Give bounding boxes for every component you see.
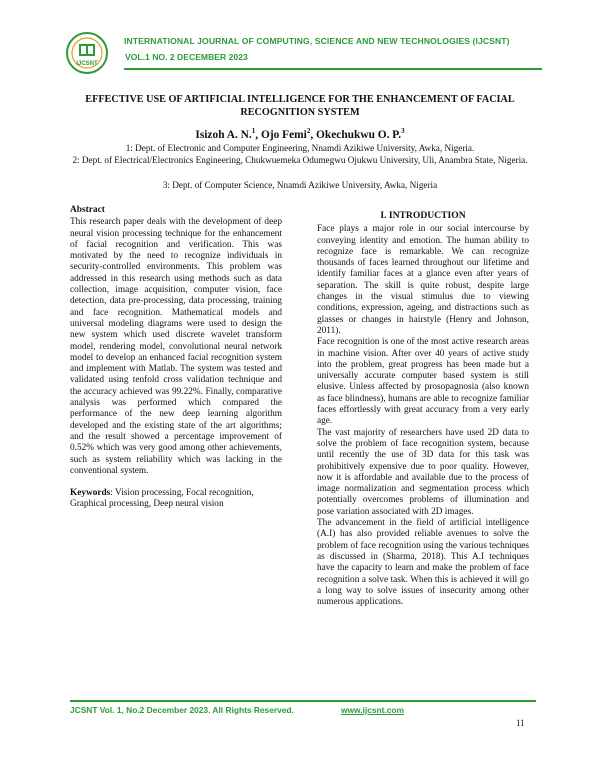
author-name: Isizoh A. N. bbox=[195, 128, 252, 141]
intro-paragraph: Face plays a major role in our social intercourse by conveying identity and emotion. The human ability to recognize face is remarkable. We can recognize thousands of faces learned throughout our lifetime and identify familiar faces at a glance even after years of separation. The skill is quite robust, despite large changes in the visual stimulus due to viewing conditions, expression, ageing, and distractions such as glasses or changes in hairstyle (Henry and Johnson, 2011). bbox=[317, 224, 529, 336]
abstract-heading: Abstract bbox=[70, 205, 105, 215]
header-divider bbox=[124, 68, 542, 70]
keywords-label: Keywords bbox=[70, 488, 111, 499]
author-list: Isizoh A. N.$^1$, Ojo Femi$^2$, Okechukwu O. P.$^3$ bbox=[195, 127, 405, 141]
abstract-section bbox=[70, 205, 282, 511]
volume-issue: VOL.1 NO. 2 DECEMBER 2023 bbox=[125, 52, 248, 62]
keywords-text: : Vision processing, Focal recognition, Graphical processing, Deep neural vision bbox=[70, 488, 254, 510]
footer-website-link[interactable]: www.ijcsnt.com bbox=[341, 705, 404, 715]
journal-name: INTERNATIONAL JOURNAL OF COMPUTING, SCIENCE AND NEW TECHNOLOGIES (IJCSNT) bbox=[124, 36, 510, 46]
footer-divider bbox=[70, 700, 536, 702]
journal-header bbox=[55, 28, 545, 78]
journal-logo-icon bbox=[65, 31, 109, 75]
affiliation-3: 3: Dept. of Computer Science, Nnamdi Azikiwe University, Awka, Nigeria bbox=[162, 180, 438, 190]
abstract-text: This research paper deals with the development of deep neural vision processing technique for the enhancement of facial recognition and verification. This was motivated by the need to recognize individuals in security-controlled environments. This problem was addressed in this research using methods such as data collection, image acquisition, computer vision, face detection, data pre-processing, data processing, training and face recognition. Mathematical models and universal modeling diagrams were used to design the new system which used discrete wavelet transform model, rendering model, convolutional neural network model to develop an enhanced facial recognition system and implement with Matlab. The system was tested and validated using tenfold cross validation technique and the accuracy achieved was 99.22%. Finally, comparative analysis was performed which compared the performance of the new deep learning algorithm developed and the existing state of the art algorithms; and the result showed a percentage improvement of 0.52% which was very good among other achievements, such as system reliability which was lacking in the conventional system. bbox=[70, 217, 282, 476]
intro-paragraph: The vast majority of researchers have used 2D data to solve the problem of face recognition system, because until recently the use of 3D data for this task was prohibitively expensive due to poor quality. However, now it is affordable and available due to the process of image normalization and segmentation process which potentially overcomes problems of illumination and pose variation associated with 2D images. bbox=[317, 427, 529, 517]
author-name: Ojo Femi bbox=[260, 128, 307, 141]
author-affil-mark: 2 bbox=[306, 127, 311, 135]
intro-paragraph: The advancement in the field of artificial intelligence (A.I) has also provided reliable avenues to solve the problem of face recognition using the various techniques as discussed in (Sharma, 2018). This A.I techniques have the capacity to learn and make the problem of face recognition a solve task. When this is achieved it will go a long way to solve issues of insecurity among other numerous applications. bbox=[317, 518, 529, 608]
affiliation-2: 2: Dept. of Electrical/Electronics Engineering, Chukwuemeka Odumegwu Ojukwu University, Uli, Anambra State, Nigeria. bbox=[72, 155, 528, 165]
logo-text: IJCSNT bbox=[76, 61, 98, 67]
author-name: Okechukwu O. P. bbox=[316, 128, 402, 141]
author-affil-mark: 3 bbox=[401, 127, 405, 135]
affiliation-1: 1: Dept. of Electronic and Computer Engineering, Nnamdi Azikiwe University, Awka, Nigeria. bbox=[125, 143, 475, 153]
intro-paragraph: Face recognition is one of the most active research areas in machine vision. After over 40 years of active study into the problem, great progress has been made but a universally accurate computer based system is still elusive. Unless affected by prosopagnosia (also known as face blindness), humans are able to recognize familiar faces effortlessly with great accuracy from a very early age. bbox=[317, 337, 529, 427]
author-affil-mark: 1 bbox=[251, 127, 256, 135]
keywords bbox=[70, 488, 282, 511]
paper-title: EFFECTIVE USE OF ARTIFICIAL INTELLIGENCE FOR THE ENHANCEMENT OF FACIAL RECOGNITION SYSTEM bbox=[85, 94, 515, 118]
introduction-section bbox=[317, 210, 529, 608]
page-number: 11 bbox=[516, 718, 525, 728]
footer-copyright: JCSNT Vol. 1, No.2 December 2023. All Rights Reserved. bbox=[70, 705, 294, 715]
introduction-heading: I. INTRODUCTION bbox=[380, 210, 466, 221]
